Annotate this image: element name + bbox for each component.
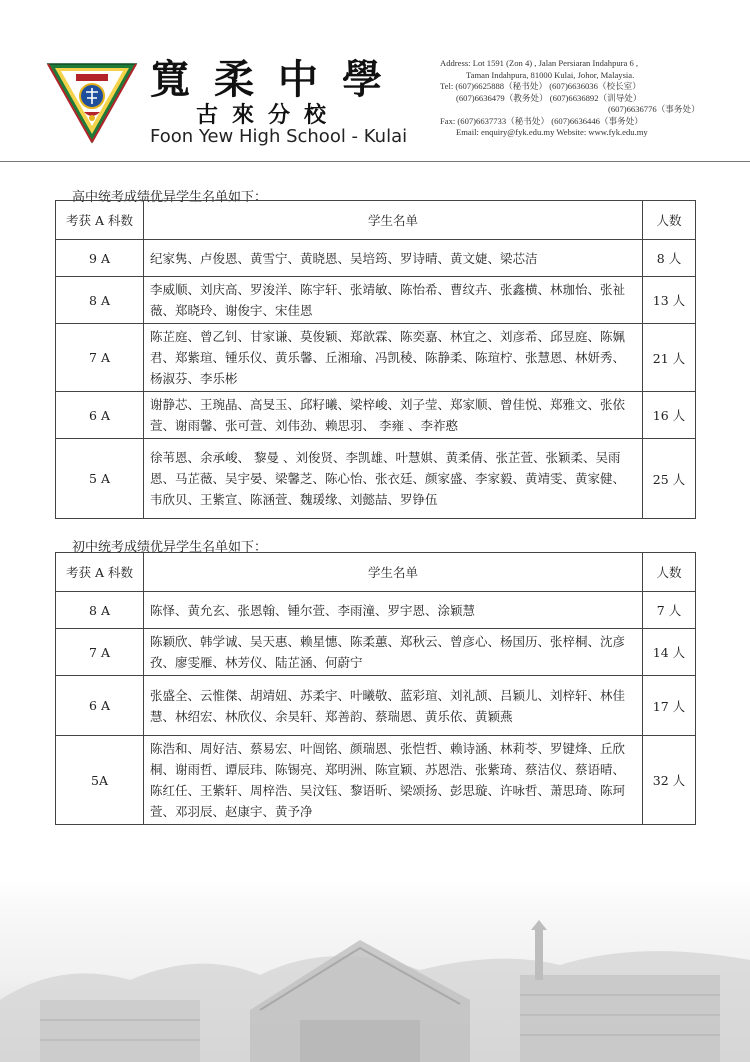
table-row	[56, 629, 696, 676]
table-row	[56, 240, 696, 277]
names-cell: 张盛全、云惟傑、胡靖妞、苏柔宇、叶曦敬、蓝彩瑄、刘礼颉、吕颖儿、刘梓轩、林佳慧、林绍宏、林欣仪、余昊轩、郑善韵、蔡瑞恩、黄乐依、黄颖燕	[144, 676, 643, 736]
names-cell: 徐苇恩、余承峻、 黎曼 、刘俊贤、李凯雄、叶慧娸、黄柔倩、张芷萱、张颖柔、吴雨恩、马芷薇、吴宇晏、梁馨芝、陈心怡、张衣廷、颜家盛、李家毅、黄靖雯、黄家健、韦欣贝、王紫宣、陈涵萱、魏瑗缘、刘懿喆、罗铮伍	[144, 439, 643, 519]
table-header-row	[56, 201, 696, 240]
grade-cell: 6 A	[56, 392, 144, 439]
names-cell: 纪家隽、卢俊恩、黄雪宁、黄晓恩、吴培筠、罗诗晴、黄文婕、梁芯洁	[144, 240, 643, 277]
table-row	[56, 592, 696, 629]
count-cell: 13 人	[643, 277, 696, 324]
grade-cell: 8 A	[56, 277, 144, 324]
header-count: 人数	[643, 553, 696, 592]
header-grade: 考获 A 科数	[56, 553, 144, 592]
count-cell: 8 人	[643, 240, 696, 277]
names-cell: 谢静芯、王琬晶、高旻玉、邱籽曦、梁梓峻、刘子莹、郑家顺、曾佳悦、郑雅文、张依萱、谢雨馨、张可萱、刘伟劲、赖思羽、 李雍 、李祚憨	[144, 392, 643, 439]
school-logo	[46, 60, 138, 144]
names-cell: 陈怿、黄允玄、张恩翰、锺尔萱、李雨潼、罗宇恩、涂颖慧	[144, 592, 643, 629]
school-name-english: Foon Yew High School - Kulai	[150, 126, 408, 147]
school-name-chinese: 寬柔中學	[150, 56, 406, 103]
grade-cell: 5A	[56, 736, 144, 825]
header-divider	[0, 161, 750, 162]
email-line: Email: enquiry@fyk.edu.my Website: www.fyk.edu.my	[456, 127, 648, 137]
table-row	[56, 324, 696, 392]
grade-cell: 8 A	[56, 592, 144, 629]
letterhead	[0, 0, 750, 162]
fax-line: Fax: (607)6637733（秘书处） (607)6636446（事务处）	[440, 115, 643, 126]
table-row	[56, 439, 696, 519]
table-row	[56, 676, 696, 736]
names-cell: 李威顺、刘庆高、罗浚洋、陈宇轩、张靖敏、陈怡希、曹纹卉、张鑫横、林珈怡、张祉薇、郑晓玲、谢俊宇、宋佳恩	[144, 277, 643, 324]
table-row	[56, 277, 696, 324]
header-grade: 考获 A 科数	[56, 201, 144, 240]
table-header-row	[56, 553, 696, 592]
header-names: 学生名单	[144, 201, 643, 240]
branch-name-chinese: 古來分校	[196, 102, 341, 128]
names-cell: 陈颖欣、韩学诚、吴天惠、赖星憓、陈柔蕙、郑秋云、曾彦心、杨国历、张梓桐、沈彦孜、廖雯雁、林芳仪、陆芷涵、何蔚宁	[144, 629, 643, 676]
names-cell: 陈芷庭、曾乙钊、甘家谦、莫俊颖、郑歆霖、陈奕嘉、林宜之、刘彦希、邱昱庭、陈姵君、郑紫瑄、锺乐仪、黄乐馨、丘湘瑜、冯凯稜、陈静柔、陈瑄柠、张慧恩、林妍秀、杨淑芬、李乐彬	[144, 324, 643, 392]
phone-line: Tel: (607)6625888（秘书处） (607)6636036（校长室）	[440, 81, 641, 91]
count-cell: 16 人	[643, 392, 696, 439]
phone-line: (607)6636479（教务处） (607)6636892（训导处）	[456, 92, 642, 103]
grade-cell: 7 A	[56, 324, 144, 392]
grade-cell: 5 A	[56, 439, 144, 519]
phone-line: (607)6636776（事务处）	[608, 104, 700, 114]
count-cell: 14 人	[643, 629, 696, 676]
header-count: 人数	[643, 201, 696, 240]
count-cell: 21 人	[643, 324, 696, 392]
table-row	[56, 736, 696, 825]
senior-section-title: 高中统考成绩优异学生名单如下：	[72, 190, 268, 205]
grade-cell: 6 A	[56, 676, 144, 736]
grade-cell: 9 A	[56, 240, 144, 277]
header-names: 学生名单	[144, 553, 643, 592]
count-cell: 32 人	[643, 736, 696, 825]
names-cell: 陈浩和、周好洁、蔡易宏、叶闿铭、颜瑞恩、张恺哲、赖诗涵、林莉苓、罗键烽、丘欣桐、谢雨哲、谭辰玮、陈锡亮、郑明洲、陈宣颖、苏恩浩、张紫琦、蔡洁仪、蔡语晴、陈红任、王紫轩、周梓浩、吴汶钰、黎语昕、梁颂扬、彭思璇、许咏哲、萧思琦、陈珂萱、邓羽辰、赵康宇、黄予净	[144, 736, 643, 825]
table-row	[56, 392, 696, 439]
campus-watermark-image	[0, 880, 750, 1062]
junior-section-title: 初中统考成绩优异学生名单如下：	[72, 540, 268, 555]
count-cell: 7 人	[643, 592, 696, 629]
junior-results-table	[55, 552, 696, 825]
address-line: Taman Indahpura, 81000 Kulai, Johor, Malaysia.	[466, 69, 635, 80]
count-cell: 17 人	[643, 676, 696, 736]
address-line: Address: Lot 1591 (Zon 4) , Jalan Persiaran Indahpura 6 ,	[440, 58, 639, 68]
count-cell: 25 人	[643, 439, 696, 519]
grade-cell: 7 A	[56, 629, 144, 676]
contact-block	[440, 58, 730, 139]
senior-results-table	[55, 200, 696, 519]
